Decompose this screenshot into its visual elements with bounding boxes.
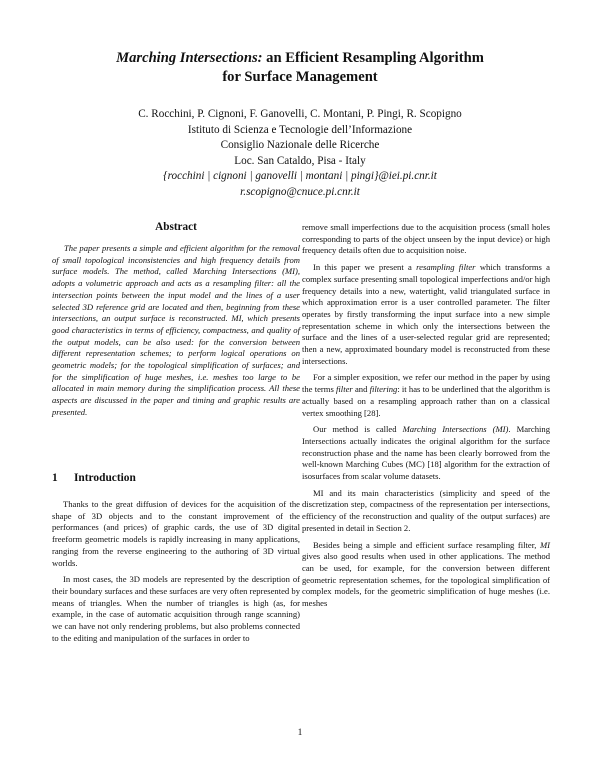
right-paragraph-3 [302, 424, 550, 483]
title-line2: for Surface Management [222, 69, 378, 85]
intro-paragraph-1: Thanks to the great diffusion of devices for the acquisition of the shape of 3D objects and to the constant improvement of the performances (and prices) of graphic cards, the use of 3D digital freeform geometric models is rapidly increasing in many applications, ranging from the reverse engineering to the authoring of 3D virtual worlds. [52, 499, 300, 568]
emphasis: filtering [369, 384, 398, 395]
text-run: Besides being a simple and efficient surface resampling filter, [313, 539, 540, 550]
email-1: {rocchini | cignoni | ganovelli | montani | pingi}@iei.pi.cnr.it [163, 170, 437, 182]
email-2: r.scopigno@cnuce.pi.cnr.it [240, 185, 360, 198]
text-run: For a simpler exposition, we refer our method in the paper by using the terms [302, 372, 550, 395]
right-paragraph-5 [302, 540, 550, 610]
abstract-text: The paper presents a simple and efficient algorithm for the removal of small topological inconsistencies and high frequency details from surface models. The method, called Marching Intersections (MI), adopts a volumetric approach and acts as a resampling filter: all the intersection points between the input model and the lines of a user selected 3D reference grid are located and then, beginning from these intersections, an output surface is reconstructed. MI, which presents good characteristics in terms of efficiency, compactness, and quality of the output models, can be also used: for the conversion between different representation schemes; to perform logical operations on geometric models; for the topological simplification of surfaces; and for the simplification of huge meshes, i.e. meshes too large to be allocated in main memory during the simplification process. All these aspects are discussed in the paper and timing and graphic results are presented. [52, 243, 300, 417]
right-column-body [302, 222, 550, 615]
page-number: 1 [297, 728, 303, 738]
emphasis: MI [539, 539, 550, 550]
section-heading-introduction [52, 472, 300, 484]
abstract-heading: Abstract [155, 221, 197, 233]
right-paragraph-1 [302, 262, 550, 367]
text-run: In this paper we present a [313, 262, 417, 273]
text-run: which transforms a complex surface presenting small topological imperfections and/or high frequency details into a new, watertight, valid triangulated surface in which approximation error is a user controlled parameter. The filter operates by firstly transforming the input surface into a new simple representation scheme in which only the intersections between the surface and the lines of a user-selected regular grid are represented; then a new, approximated boundary model is reconstructed from these intersections. [302, 262, 550, 366]
text-run: : it has to be underlined that the algorithm is actually based on a resampling approach rather than on a classical vertex smoothing [28]. [302, 384, 550, 418]
right-paragraph-2 [302, 372, 550, 419]
affiliation-1: Istituto di Scienza e Tecnologie dell’Informazione [187, 123, 413, 136]
section-number: 1 [52, 472, 58, 484]
affiliation-2: Consiglio Nazionale delle Ricerche [220, 139, 380, 151]
title-italic: Marching Intersections: [116, 50, 263, 66]
emphasis: Marching Intersections (MI) [402, 424, 509, 435]
section-title: Introduction [74, 472, 136, 484]
text-run: gives also good results when used in other applications. The method can be used, for example, for the conversion between different geometric representation schemes, for the topological simplification of complex models, for the geometric simplification of huge meshes (i.e. meshes [302, 551, 550, 609]
right-paragraph-4: MI and its main characteristics (simplicity and speed of the discretization step, compactness of the representation per intersections, efficiency of the reconstruction and quality of the output surfaces) are presented in detail in Section 2. [302, 487, 550, 533]
left-column-body [52, 499, 300, 649]
text-run: Our method is called [313, 424, 403, 435]
author-block [60, 107, 540, 200]
intro-paragraph-2: In most cases, the 3D models are represented by the description of their boundary surfaces and these surfaces are very often represented by means of triangles. When the number of triangles is high (as, for example, in the case of automatic acquisition through range scanning) we can have not only rendering problems, but also problems connected to the editing and manipulation of the surfaces in order to [52, 574, 300, 643]
affiliation-3: Loc. San Cataldo, Pisa - Italy [234, 154, 366, 167]
text-run: and [352, 384, 370, 395]
title-rest: an Efficient Resampling Algorithm [262, 50, 484, 66]
right-paragraph-0: remove small imperfections due to the acquisition process (small holes corresponding to parts of the object unseen by the input device) or high frequency details often due to acquisition noise. [302, 222, 550, 256]
authors: C. Rocchini, P. Cignoni, F. Ganovelli, C. Montani, P. Pingi, R. Scopigno [138, 108, 462, 120]
emphasis: filter [336, 384, 353, 395]
emphasis: resampling filter [416, 262, 476, 273]
text-run: . Marching Intersections actually indicates the original algorithm for the surface reconstruction phase and the name has been clearly borrowed from the well-known Marching Cubes (MC) [18] algorithm for the extraction of isosurfaces from scalar volume datasets. [302, 424, 550, 482]
paper-title [60, 49, 540, 87]
